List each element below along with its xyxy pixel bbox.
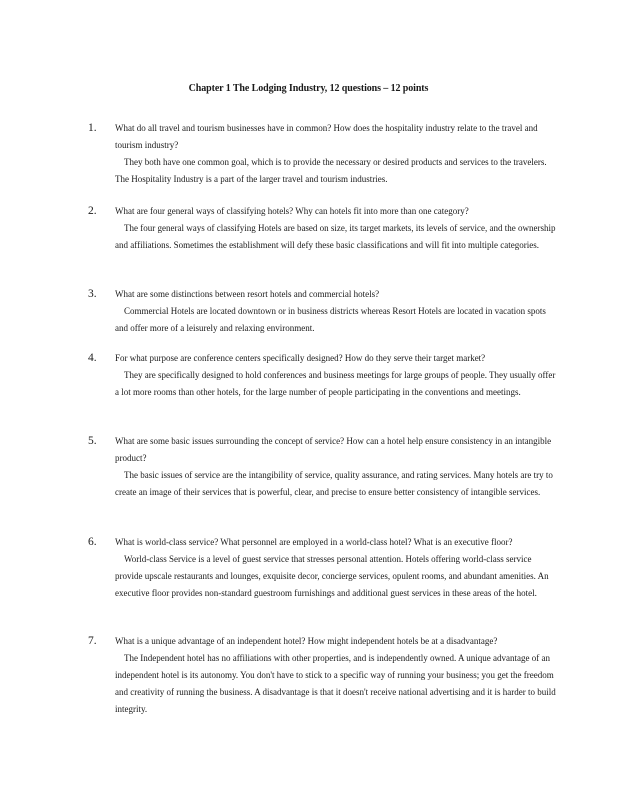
question-text: What are four general ways of classifying hotels? Why can hotels fit into more than one category? xyxy=(115,206,469,216)
question-number: 6. xyxy=(88,536,97,548)
question-number: 2. xyxy=(88,205,97,217)
question-block xyxy=(115,203,560,254)
question-text: What are some distinctions between resort hotels and commercial hotels? xyxy=(115,289,380,299)
question-number: 3. xyxy=(88,288,97,300)
answer-text: Commercial Hotels are located downtown or in business districts whereas Resort Hotels are located in vacation spots and offer more of a leisurely and relaxing environment. xyxy=(115,306,546,333)
answer-text: World-class Service is a level of guest service that stresses personal attention. Hotels offering world-class service provide upscale restaurants and lounges, exquisite decor, concierge services, opulent rooms, and abundant amenities. An executive floor provides non-standard guestroom furnishings and additional guest services in these areas of the hotel. xyxy=(115,554,549,598)
answer-text: They both have one common goal, which is to provide the necessary or desired products and services to the travelers. The Hospitality Industry is a part of the larger travel and tourism industries. xyxy=(115,157,547,184)
page-title: Chapter 1 The Lodging Industry, 12 questions – 12 points xyxy=(188,83,429,94)
question-number: 4. xyxy=(88,352,97,364)
question-text: What is world-class service? What personnel are employed in a world-class hotel? What is an executive floor? xyxy=(115,537,513,547)
answer-text: The Independent hotel has no affiliations with other properties, and is independently owned. A unique advantage of an independent hotel is its autonomy. You don't have to stick to a specific way of running your business; you get the freedom and creativity of running the business. A disadvantage is that it doesn't receive national advertising and it is harder to build integrity. xyxy=(115,653,556,714)
answer-text: The basic issues of service are the intangibility of service, quality assurance, and rating services. Many hotels are try to create an image of their services that is powerful, clear, and precise to ensure better consistency of intangible services. xyxy=(115,470,553,497)
question-number: 1. xyxy=(88,122,97,134)
question-text: What do all travel and tourism businesses have in common? How does the hospitality industry relate to the travel and tourism industry? xyxy=(115,123,538,150)
question-block xyxy=(115,120,560,188)
question-number: 7. xyxy=(88,635,97,647)
answer-text: They are specifically designed to hold conferences and business meetings for large groups of people. They usually offer a lot more rooms than other hotels, for the large number of people participating in the conventions and meetings. xyxy=(115,370,556,397)
question-block xyxy=(115,286,560,337)
question-block xyxy=(115,633,560,718)
question-block xyxy=(115,433,560,501)
question-block xyxy=(115,350,560,401)
question-text: For what purpose are conference centers specifically designed? How do they serve their target market? xyxy=(115,353,486,363)
question-text: What are some basic issues surrounding the concept of service? How can a hotel help ensure consistency in an intangible product? xyxy=(115,436,552,463)
answer-text: The four general ways of classifying Hotels are based on size, its target markets, its levels of service, and the ownership and affiliations. Sometimes the establishment will defy these basic classifications and will fit into multiple categories. xyxy=(115,223,556,250)
question-text: What is a unique advantage of an independent hotel? How might independent hotels be at a disadvantage? xyxy=(115,636,498,646)
question-number: 5. xyxy=(88,435,97,447)
question-block xyxy=(115,534,560,602)
